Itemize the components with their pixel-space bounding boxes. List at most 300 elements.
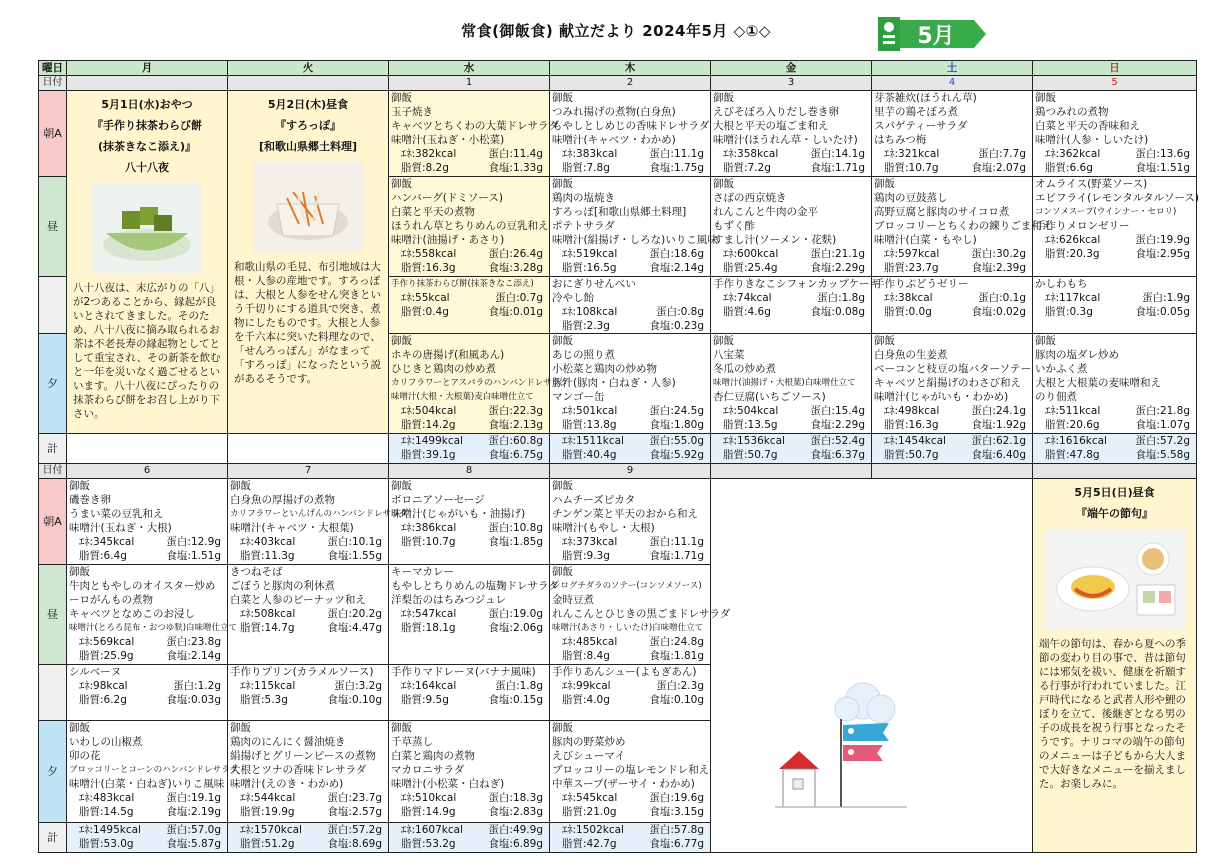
energy-value: ｴﾈ:569kcal — [79, 636, 135, 648]
date-cell: 6 — [67, 464, 228, 479]
header-day: 金 — [711, 61, 872, 76]
protein-value: 蛋白:11.1g — [649, 536, 704, 548]
meal-label: 計 — [39, 434, 67, 464]
meal-label: 昼 — [39, 177, 67, 277]
menu-item: 手作りプリン(カラメルソース) — [230, 666, 374, 678]
salt-value: 食塩:0.08g — [810, 306, 865, 318]
salt-value: 食塩:6.40g — [971, 449, 1026, 461]
nutrition-line — [230, 621, 386, 635]
nutrition-line — [874, 147, 1030, 161]
fat-value: 脂質:5.3g — [240, 694, 288, 706]
menu-item: スパゲティーサラダ — [874, 120, 968, 132]
nutrition-line — [713, 305, 869, 319]
may-badge — [878, 17, 986, 51]
energy-value: ｴﾈ:511kcal — [1045, 405, 1101, 417]
protein-value: 蛋白:30.2g — [971, 248, 1026, 260]
menu-item: 牛肉ともやしのオイスター炒め — [69, 580, 216, 592]
menu-item: 御飯 — [552, 178, 573, 190]
feature-title: 5月5日(日)昼食 — [1074, 486, 1155, 499]
menu-item: 絹揚げとグリーンピースの煮物 — [230, 750, 376, 762]
menu-item: ひじきと鶏肉の炒め煮 — [391, 363, 496, 375]
nutrition-line — [230, 791, 386, 805]
menu-item: 御飯 — [391, 92, 412, 104]
menu-cell — [550, 334, 711, 434]
nutrition-line — [391, 404, 547, 418]
menu-item: 御飯 — [391, 178, 412, 190]
salt-value: 食塩:6.75g — [488, 449, 543, 461]
menu-row — [39, 61, 1197, 76]
fat-value: 脂質:6.4g — [79, 550, 127, 562]
date-cell — [228, 76, 389, 91]
menu-item: 味噌汁(じゃがいも・わかめ) — [874, 391, 1009, 403]
fat-value: 脂質:4.6g — [723, 306, 771, 318]
salt-value: 食塩:1.80g — [649, 419, 704, 431]
salt-value: 食塩:1.75g — [649, 162, 704, 174]
protein-value: 蛋白:22.3g — [488, 405, 543, 417]
salt-value: 食塩:0.02g — [971, 306, 1026, 318]
menu-item: えびシューマイ — [552, 750, 626, 762]
salt-value: 食塩:5.87g — [166, 838, 221, 850]
menu-item: 味噌汁(あさり・しいたけ)白味噌仕立て — [552, 623, 704, 633]
date-cell: 9 — [550, 464, 711, 479]
nutrition-line — [230, 679, 386, 693]
fat-value: 脂質:51.2g — [240, 838, 295, 850]
salt-value: 食塩:0.10g — [327, 694, 382, 706]
menu-row — [39, 434, 1197, 464]
nutrition-line — [713, 161, 869, 175]
nutrition-line — [552, 805, 708, 819]
salt-value: 食塩:1.92g — [971, 419, 1026, 431]
salt-value: 食塩:2.95g — [1135, 248, 1190, 260]
menu-cell — [872, 91, 1033, 177]
energy-value: ｴﾈ:117kcal — [1045, 292, 1101, 304]
menu-cell — [228, 665, 389, 721]
energy-value: ｴﾈ:164kcal — [401, 680, 457, 692]
header-hizuke: 日付 — [39, 464, 67, 479]
nutrition-line — [1035, 161, 1194, 175]
menu-item: 卯の花 — [69, 750, 101, 762]
menu-item: 御飯 — [552, 335, 573, 347]
nutrition-line — [552, 161, 708, 175]
fat-value: 脂質:20.3g — [1045, 248, 1100, 260]
menu-item: あじの照り煮 — [552, 349, 615, 361]
nutrition-line — [552, 635, 708, 649]
energy-value: ｴﾈ:485kcal — [562, 636, 618, 648]
energy-value: ｴﾈ:544kcal — [240, 792, 296, 804]
nutrition-line — [69, 549, 225, 563]
menu-item: 高野豆腐と豚肉のサイコロ煮 — [874, 206, 1010, 218]
fat-value: 脂質:14.9g — [401, 806, 456, 818]
meal-label: 朝A — [39, 91, 67, 177]
salt-value: 食塩:4.47g — [327, 622, 382, 634]
nutrition-line — [1035, 147, 1194, 161]
menu-item: 御飯 — [391, 480, 412, 492]
salt-value: 食塩:1.71g — [649, 550, 704, 562]
total-cell — [389, 434, 550, 464]
menu-item: 味噌汁(白菜・もやし) — [874, 234, 977, 246]
menu-item: 味噌汁(大根・大根葉)麦白味噌仕立て — [391, 392, 534, 402]
energy-value: ｴﾈ:597kcal — [884, 248, 940, 260]
protein-value: 蛋白:62.1g — [971, 435, 1026, 447]
fat-value: 脂質:53.0g — [79, 838, 134, 850]
menu-cell — [1033, 177, 1200, 277]
fat-value: 脂質:50.7g — [884, 449, 939, 461]
menu-item: つみれ揚げの煮物(白身魚) — [552, 106, 676, 118]
fat-value: 脂質:16.3g — [884, 419, 939, 431]
nutrition-line — [391, 261, 547, 275]
menu-cell — [389, 277, 550, 334]
menu-item: 味噌汁(白菜・白ねぎ)いりこ風味 — [69, 778, 225, 790]
menu-item: 御飯 — [230, 480, 251, 492]
menu-item: 御飯 — [874, 178, 895, 190]
fat-value: 脂質:25.9g — [79, 650, 134, 662]
energy-value: ｴﾈ:1570kcal — [240, 824, 302, 836]
nutrition-line — [69, 791, 225, 805]
nutrition-line — [391, 161, 547, 175]
feature-text: 端午の節句は、春から夏への季節の変わり目の事で、昔は節句には邪気を祓い、健康を祈願する行事が行われていました。江戸時代になると武者人形や鯉のぼりを立て、後継ぎとなる男の子の成長を祝う行事となったそうです。ナリコマの端午の節句のメニューは子どもから大人まで大好きなメニューを揃えました。お楽しみに。 — [1039, 638, 1186, 790]
menu-cell — [67, 479, 228, 565]
menu-item: マカロニサラダ — [391, 764, 465, 776]
date-cell: 2 — [550, 76, 711, 91]
menu-cell — [228, 565, 389, 665]
menu-item: 御飯 — [1035, 335, 1056, 347]
energy-value: ｴﾈ:55kcal — [401, 292, 450, 304]
menu-item: 豚肉の塩ダレ炒め — [1035, 349, 1119, 361]
menu-item: 御飯 — [69, 566, 90, 578]
nutrition-line — [69, 635, 225, 649]
menu-item: 味噌汁(じゃがいも・油揚げ) — [391, 508, 526, 520]
fat-value: 脂質:25.4g — [723, 262, 778, 274]
protein-value: 蛋白:21.1g — [810, 248, 865, 260]
salt-value: 食塩:2.14g — [166, 650, 221, 662]
salt-value: 食塩:0.15g — [488, 694, 543, 706]
menu-item: ボロニアソーセージ — [391, 494, 485, 506]
menu-item: 小松菜と鶏肉の炒め物 — [552, 363, 657, 375]
menu-cell — [1033, 334, 1197, 434]
protein-value: 蛋白:11.4g — [488, 148, 543, 160]
nutrition-line — [552, 319, 708, 333]
energy-value: ｴﾈ:519kcal — [562, 248, 618, 260]
protein-value: 蛋白:7.7g — [978, 148, 1026, 160]
menu-item: 杏仁豆腐(いちごソース) — [713, 391, 826, 403]
nutrition-line — [713, 418, 869, 432]
menu-item: 味噌汁(人参・しいたけ) — [1035, 134, 1149, 146]
nutrition-line — [874, 418, 1030, 432]
header-day: 木 — [550, 61, 711, 76]
fat-value: 脂質:6.2g — [79, 694, 127, 706]
protein-value: 蛋白:24.1g — [971, 405, 1026, 417]
energy-value: ｴﾈ:74kcal — [723, 292, 772, 304]
salt-value: 食塩:0.03g — [166, 694, 221, 706]
energy-value: ｴﾈ:362kcal — [1045, 148, 1101, 160]
nutrition-line — [391, 147, 547, 161]
nutrition-line — [874, 404, 1030, 418]
nutrition-line — [391, 535, 547, 549]
menu-item: 白菜と平天の香味和え — [1035, 120, 1140, 132]
menu-item: 豚汁(豚肉・白ねぎ・人参) — [552, 377, 676, 389]
menu-item: 千草蒸し — [391, 736, 433, 748]
nutrition-line — [391, 607, 547, 621]
nutrition-line — [552, 247, 708, 261]
menu-cell — [389, 177, 550, 277]
menu-item: 冬瓜の炒め煮 — [713, 363, 776, 375]
energy-value: ｴﾈ:358kcal — [723, 148, 779, 160]
header-day: 火 — [228, 61, 389, 76]
protein-value: 蛋白:20.2g — [327, 608, 382, 620]
feature-title: 『手作り抹茶わらび餅 — [92, 119, 202, 132]
menu-item: ハンバーグ(ドミソース) — [391, 192, 503, 204]
menu-item: 御飯 — [552, 480, 573, 492]
menu-item: えびそぼろ入りだし巻き卵 — [713, 106, 839, 118]
nutrition-line — [391, 521, 547, 535]
nutrition-line — [874, 161, 1030, 175]
protein-value: 蛋白:24.8g — [649, 636, 704, 648]
fat-value: 脂質:18.1g — [401, 622, 456, 634]
header-day: 土 — [872, 61, 1033, 76]
menu-cell — [67, 565, 238, 665]
fat-value: 脂質:16.5g — [562, 262, 617, 274]
nutrition-line — [874, 261, 1030, 275]
menu-item: 味噌汁(油揚げ・あさり) — [391, 234, 505, 246]
salt-value: 食塩:2.14g — [649, 262, 704, 274]
menu-item: 御飯 — [713, 335, 734, 347]
header-hizuke: 日付 — [39, 76, 67, 91]
fat-value: 脂質:7.2g — [723, 162, 771, 174]
protein-value: 蛋白:57.0g — [166, 824, 221, 836]
salt-value: 食塩:1.71g — [810, 162, 865, 174]
menu-item: 鶏肉の豆鼓蒸し — [874, 192, 948, 204]
menu-item: キャベツと絹揚げのわさび和え — [874, 377, 1021, 389]
header-day: 日 — [1033, 61, 1197, 76]
menu-item: ほうれん草とちりめんの豆乳和え — [391, 220, 549, 232]
protein-value: 蛋白:52.4g — [810, 435, 865, 447]
menu-item: シログチダラのソテー(コンソメソース) — [552, 581, 702, 591]
fat-value: 脂質:8.2g — [401, 162, 449, 174]
menu-item: 味噌汁(えのき・わかめ) — [230, 778, 344, 790]
salt-value: 食塩:1.33g — [488, 162, 543, 174]
meal-label: 夕 — [39, 721, 67, 823]
menu-item: さばの西京焼き — [713, 192, 787, 204]
protein-value: 蛋白:1.8g — [495, 680, 543, 692]
menu-row — [39, 464, 1197, 479]
energy-value: ｴﾈ:321kcal — [884, 148, 940, 160]
menu-cell — [711, 277, 881, 334]
nutrition-line — [1035, 404, 1194, 418]
menu-item: 御飯 — [69, 480, 90, 492]
menu-item: 鶏つみれの煮物 — [1035, 106, 1109, 118]
menu-item: 味噌汁(玉ねぎ・小松菜) — [391, 134, 505, 146]
nutrition-line — [552, 679, 708, 693]
menu-item: おにぎりせんべい — [552, 278, 636, 290]
protein-value: 蛋白:19.9g — [1135, 234, 1190, 246]
energy-value: ｴﾈ:510kcal — [401, 792, 457, 804]
nutrition-line — [552, 147, 708, 161]
nutrition-line — [391, 305, 547, 319]
salt-value: 食塩:3.28g — [488, 262, 543, 274]
menu-item: かしわもち — [1035, 278, 1088, 290]
salt-value: 食塩:6.37g — [810, 449, 865, 461]
nutrition-line — [1035, 247, 1194, 261]
meal-label: 計 — [39, 823, 67, 853]
total-cell — [389, 823, 550, 853]
energy-value: ｴﾈ:373kcal — [562, 536, 618, 548]
menu-row — [39, 479, 1197, 565]
nutrition-line — [552, 404, 708, 418]
menu-item: 鶏肉の塩焼き — [552, 192, 615, 204]
feature-text: 和歌山県の毛見、布引地域は大根・人参の産地です。すろっぽは、大根と人参をせん突きという千切りにする道具で突き、煮物にしたものです。大根と人参を千六本に突いた料理なので、「せんろっぽん」がなまって「すろっぽ」になったという説があるそうです。 — [234, 261, 381, 385]
salt-value: 食塩:2.19g — [166, 806, 221, 818]
menu-item: 玉子焼き — [391, 106, 433, 118]
menu-item: 味噌汁(キャベツ・わかめ) — [552, 134, 676, 146]
menu-item: ホキの唐揚げ(和風あん) — [391, 349, 505, 361]
feature-title: 『すろっぽ』 — [275, 119, 341, 132]
menu-item: ベーコンと枝豆の塩バターソテー — [874, 363, 1032, 375]
nutrition-line — [230, 607, 386, 621]
nutrition-line — [713, 247, 869, 261]
feature-title: 5月2日(木)昼食 — [267, 98, 349, 111]
salt-value: 食塩:6.89g — [488, 838, 543, 850]
menu-row — [39, 91, 1197, 177]
protein-value: 蛋白:57.2g — [1135, 435, 1190, 447]
fat-value: 脂質:8.4g — [562, 650, 610, 662]
protein-value: 蛋白:19.1g — [166, 792, 221, 804]
salt-value: 食塩:1.51g — [1135, 162, 1190, 174]
date-cell: 8 — [389, 464, 550, 479]
menu-item: ポテトサラダ — [552, 220, 615, 232]
salt-value: 食塩:2.39g — [971, 262, 1026, 274]
menu-item: もずく酢 — [713, 220, 755, 232]
fat-value: 脂質:0.4g — [401, 306, 449, 318]
salt-value: 食塩:5.58g — [1135, 449, 1190, 461]
salt-value: 食塩:2.83g — [488, 806, 543, 818]
protein-value: 蛋白:23.7g — [327, 792, 382, 804]
menu-cell — [550, 665, 711, 721]
nutrition-line — [391, 805, 547, 819]
energy-value: ｴﾈ:1502kcal — [562, 824, 624, 836]
fat-value: 脂質:20.6g — [1045, 419, 1100, 431]
surroppo-photo — [253, 162, 363, 252]
nutrition-line — [552, 549, 708, 563]
menu-cell — [389, 334, 569, 434]
nutrition-line — [1035, 233, 1194, 247]
menu-item: シルベーヌ — [69, 666, 122, 678]
menu-cell — [67, 721, 238, 823]
menu-item: キャベツとなめこのお浸し — [69, 608, 195, 620]
protein-value: 蛋白:55.0g — [649, 435, 704, 447]
nutrition-line — [1035, 305, 1194, 319]
feature-text: 八十八夜は、末広がりの「八」が2つあることから、縁起が良いとされてきました。そのため、八十八夜に摘み取られるお茶は不老長寿の縁起物としてとして重宝され、その新茶を飲むと一年を災いなく過ごせるといいます。八十八夜にぴったりの抹茶わらび餅をお召し上がり下さい。 — [73, 282, 221, 420]
protein-value: 蛋白:10.8g — [488, 522, 543, 534]
nutrition-line — [230, 535, 386, 549]
menu-item: 白菜と鶏肉の煮物 — [391, 750, 475, 762]
protein-value: 蛋白:57.2g — [327, 824, 382, 836]
illustration-cell — [711, 479, 1033, 853]
menu-item: 味噌汁(とろろ昆布・おつゆ麩)白味噌仕立て — [69, 623, 238, 633]
energy-value: ｴﾈ:99kcal — [562, 680, 611, 692]
header-day: 月 — [67, 61, 228, 76]
salt-value: 食塩:1.07g — [1135, 419, 1190, 431]
menu-cell — [228, 479, 408, 565]
nutrition-line — [69, 649, 225, 663]
meal-label — [39, 277, 67, 334]
date-cell: 3 — [711, 76, 872, 91]
menu-item: 鶏肉のにんにく醤油焼き — [230, 736, 346, 748]
menu-item: 金時豆煮 — [552, 594, 594, 606]
total-cell — [67, 823, 228, 853]
salt-value: 食塩:2.06g — [488, 622, 543, 634]
tango-meal-photo — [1045, 529, 1185, 629]
menu-item: れんこんと牛肉の金平 — [713, 206, 818, 218]
menu-item: ハムチーズピカタ — [552, 494, 636, 506]
salt-value: 食塩:2.07g — [971, 162, 1026, 174]
fat-value: 脂質:0.3g — [1045, 306, 1093, 318]
empty-cell — [711, 464, 872, 479]
salt-value: 食塩:0.23g — [649, 320, 704, 332]
energy-value: ｴﾈ:504kcal — [723, 405, 779, 417]
menu-item: うまい菜の豆乳和え — [69, 508, 164, 520]
empty-cell — [872, 464, 1033, 479]
menu-item: いかふく煮 — [1035, 363, 1088, 375]
menu-item: ーロがんもの煮物 — [69, 594, 153, 606]
menu-item: 白菜と平天の煮物 — [391, 206, 475, 218]
nutrition-line — [230, 693, 386, 707]
fat-value: 脂質:39.1g — [401, 449, 456, 461]
nutrition-line — [391, 247, 547, 261]
menu-item: マンゴー缶 — [552, 391, 605, 403]
energy-value: ｴﾈ:501kcal — [562, 405, 618, 417]
menu-item: もやしとちりめんの塩麹ドレサラダ — [391, 580, 559, 592]
energy-value: ｴﾈ:626kcal — [1045, 234, 1101, 246]
page-title: 常食(御飯食) 献立だより 2024年5月 ◇①◇ — [461, 22, 771, 40]
menu-item: 御飯 — [552, 722, 573, 734]
empty-cell — [228, 434, 389, 464]
menu-item: いわしの山椒煮 — [69, 736, 143, 748]
protein-value: 蛋白:1.8g — [817, 292, 865, 304]
menu-item: 味噌汁(油揚げ・大根葉)白味噌仕立て — [713, 378, 856, 388]
salt-value: 食塩:3.15g — [649, 806, 704, 818]
salt-value: 食塩:1.51g — [166, 550, 221, 562]
menu-item: 味噌汁(玉ねぎ・大根) — [69, 522, 172, 534]
nutrition-line — [552, 693, 708, 707]
salt-value: 食塩:0.05g — [1135, 306, 1190, 318]
protein-value: 蛋白:19.0g — [488, 608, 543, 620]
menu-item: 手作りきなこシフォンカップケーキ — [713, 278, 881, 290]
protein-value: 蛋白:12.9g — [166, 536, 221, 548]
protein-value: 蛋白:18.6g — [649, 248, 704, 260]
menu-item: 芽茶雑炊(ほうれん草) — [874, 92, 977, 104]
nutrition-line — [713, 261, 869, 275]
menu-item: 御飯 — [713, 92, 734, 104]
nutrition-line — [552, 418, 708, 432]
protein-value: 蛋白:26.4g — [488, 248, 543, 260]
menu-cell — [711, 91, 872, 177]
menu-cell — [711, 177, 872, 277]
menu-item: 御飯 — [1035, 92, 1056, 104]
menu-item: コンソメスープ(ウインナー・セロリ) — [1035, 207, 1177, 217]
menu-item: 大根とツナの香味ドレサラダ — [230, 764, 367, 776]
menu-item: 中華スープ(ザーサイ・わかめ) — [552, 778, 695, 790]
menu-item: チンゲン菜と平天のおから和え — [552, 508, 699, 520]
fat-value: 脂質:40.4g — [562, 449, 617, 461]
feature-2 — [228, 91, 389, 434]
warabimochi-photo — [92, 183, 202, 273]
menu-item: 御飯 — [713, 178, 734, 190]
nutrition-line — [713, 147, 869, 161]
nutrition-line — [69, 805, 225, 819]
protein-value: 蛋白:0.8g — [656, 306, 704, 318]
salt-value: 食塩:1.85g — [488, 536, 543, 548]
protein-value: 蛋白:10.1g — [327, 536, 382, 548]
